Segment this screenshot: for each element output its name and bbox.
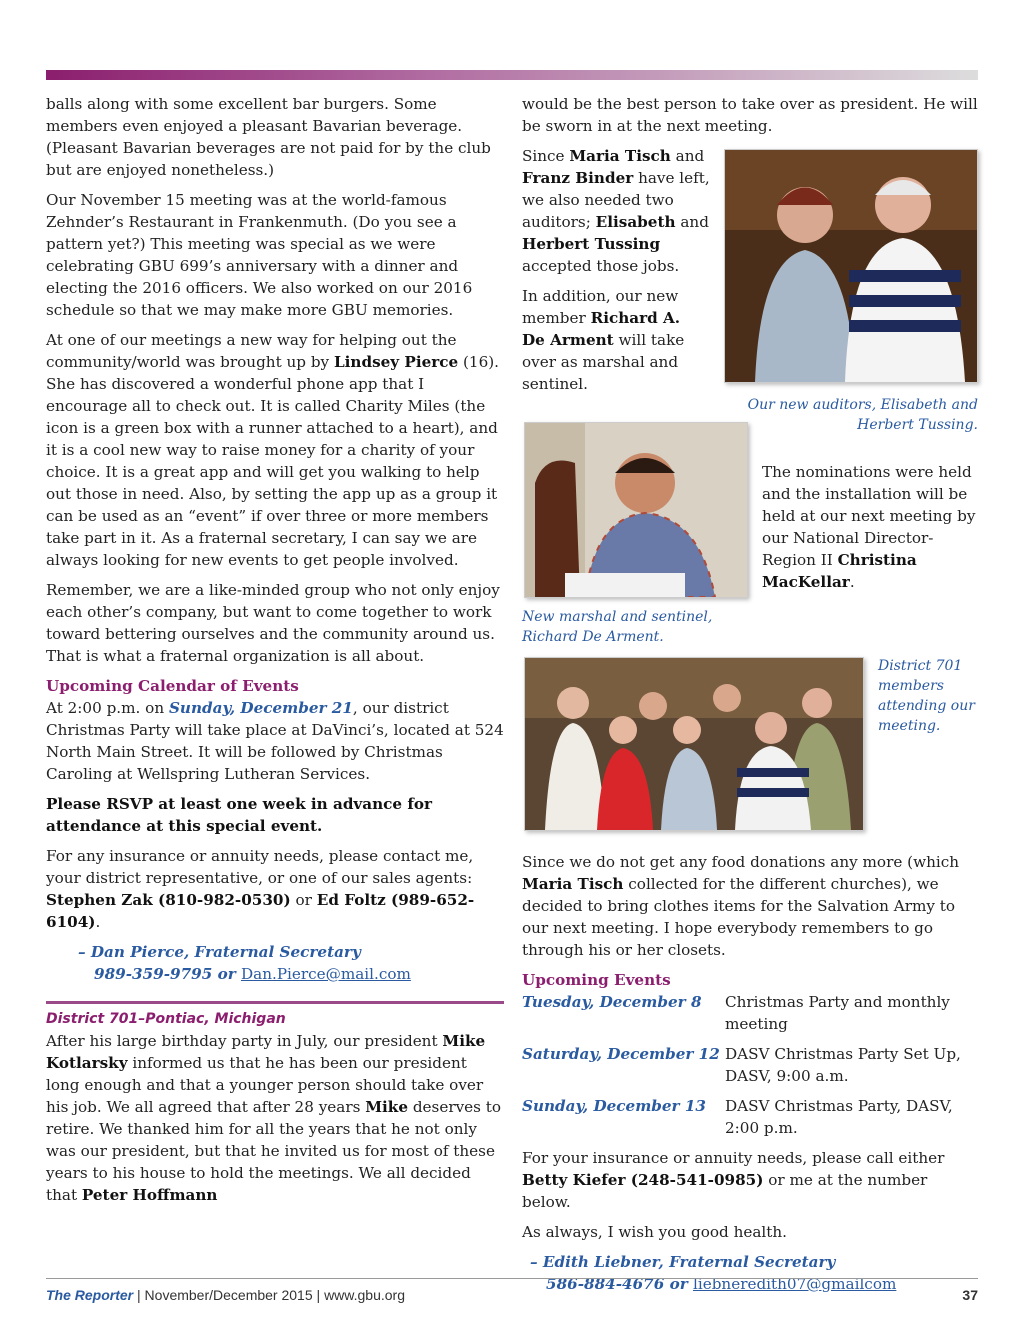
- event-row: [522, 1043, 980, 1087]
- magazine-title: The Reporter: [46, 1287, 134, 1303]
- event-row: [522, 991, 980, 1035]
- event-desc: DASV Christmas Party, DASV, 2:00 p.m.: [725, 1097, 953, 1137]
- signature: – Edith Liebner, Fraternal Secretary 586-884-4676 or liebneredith07@gmailcom: [530, 1253, 897, 1293]
- paragraph: As always, I wish you good health.: [522, 1223, 787, 1241]
- rsvp-note: Please RSVP at least one week in advance for attendance at this special event.: [46, 795, 433, 835]
- group-caption: District 701 members attending our meeting.: [878, 658, 975, 734]
- paragraph: For your insurance or annuity needs, please call either Betty Kiefer (248-541-0985) or me at the number below.: [522, 1149, 945, 1211]
- event-row: [522, 1095, 980, 1139]
- event-desc: DASV Christmas Party Set Up, DASV, 9:00 a.m.: [725, 1045, 961, 1085]
- paragraph: In addition, our new member Richard A. De Arment will take over as marshal and sentinel.: [522, 287, 685, 393]
- email-link[interactable]: liebneredith07@gmailcom: [693, 1275, 897, 1293]
- paragraph: Our November 15 meeting was at the world-famous Zehnder’s Restaurant in Frankenmuth. (Do you see a pattern yet?) This meeting was special as we were celebrating GBU 699’s anniversary with a dinner and electing the 2016 officers. We also worked on our 2016 schedule so that we may make more GBU memories.: [46, 191, 473, 319]
- group-photo: [524, 657, 864, 831]
- signature: – Dan Pierce, Fraternal Secretary 989-359-9795 or Dan.Pierce@mail.com: [78, 943, 411, 983]
- page-footer: [46, 1278, 978, 1303]
- paragraph: The nominations were held and the installation will be held at our next meeting by our National Director-Region II Christina MacKellar.: [762, 463, 976, 591]
- calendar-heading: Upcoming Calendar of Events: [46, 677, 299, 695]
- event-date: Saturday, December 12: [522, 1045, 720, 1063]
- top-color-bar: [46, 70, 978, 80]
- page-number: 37: [962, 1287, 978, 1303]
- separator: |: [133, 1287, 145, 1303]
- paragraph: Since we do not get any food donations any more (which Maria Tisch collected for the different churches), we decided to bring clothes items for the Salvation Army to our next meeting. I hope everybody remembers to go through his or her closets.: [522, 853, 959, 959]
- auditors-caption: Our new auditors, Elisabeth and Herbert Tussing.: [747, 397, 978, 433]
- event-date: Tuesday, December 8: [522, 993, 702, 1011]
- right-lower-column: [522, 851, 980, 1295]
- events-heading: Upcoming Events: [522, 971, 671, 989]
- paragraph: After his large birthday party in July, our president Mike Kotlarsky informed us that he has been our president long enough and that a younger person should take over his job. We all agreed that after 28 years Mike deserves to retire. We thanked him for all the years that he not only was our president, but that he invited us for most of these years to his house to hold the meetings. We all decided that Peter Hoffmann: [46, 1032, 502, 1204]
- paragraph: balls along with some excellent bar burgers. Some members even enjoyed a pleasant Bavarian beverage. (Pleasant Bavarian beverages are not paid for by the club but are enjoyed nonetheless.): [46, 95, 491, 179]
- paragraph: At one of our meetings a new way for helping out the community/world was brought up by Lindsey Pierce (16). She has discovered a wonderful phone app that I encourage all to check out. It is called Charity Miles (the icon is a green box with a runner attached to a heart), and it is a cool new way to raise money for a charity of your choice. It is a great app and will get you walking to help out those in need. Also, by setting the app up as a group it can be used as an “event” if over three or more members take part in it. As a fraternal secretary, I can say we are always looking for new events to get people involved.: [46, 331, 500, 569]
- event-date: Sunday, December 13: [522, 1097, 706, 1115]
- marshal-caption: New marshal and sentinel, Richard De Arment.: [522, 609, 713, 645]
- issue-date: November/December 2015: [144, 1287, 313, 1303]
- paragraph: For any insurance or annuity needs, please contact me, your district representative, or one of our sales agents: Stephen Zak (810-982-0530) or Ed Foltz (989-652-6104).: [46, 847, 475, 931]
- email-link[interactable]: Dan.Pierce@mail.com: [241, 965, 411, 983]
- website-link[interactable]: www.gbu.org: [324, 1287, 405, 1303]
- nominations-text: [762, 461, 980, 601]
- paragraph: Since Maria Tisch and Franz Binder have left, we also needed two auditors; Elisabeth and Herbert Tussing accepted those jobs.: [522, 147, 710, 275]
- event-desc: Christmas Party and monthly meeting: [725, 993, 950, 1033]
- paragraph: would be the best person to take over as president. He will be sworn in at the next meeting.: [522, 95, 978, 135]
- paragraph: At 2:00 p.m. on Sunday, December 21, our district Christmas Party will take place at DaVinci’s, located at 524 North Main Street. It will be followed by Christmas Caroling at Wellspring Lutheran Services.: [46, 699, 504, 783]
- paragraph: Remember, we are a like-minded group who not only enjoy each other’s company, but want to come together to work toward bettering ourselves and the community around us. That is what a fraternal organization is all about.: [46, 581, 500, 665]
- left-column: [46, 93, 504, 1214]
- marshal-photo: [524, 422, 748, 598]
- district-heading: District 701–Pontiac, Michigan: [46, 1001, 504, 1030]
- separator: |: [312, 1287, 325, 1303]
- auditors-photo: [724, 149, 978, 383]
